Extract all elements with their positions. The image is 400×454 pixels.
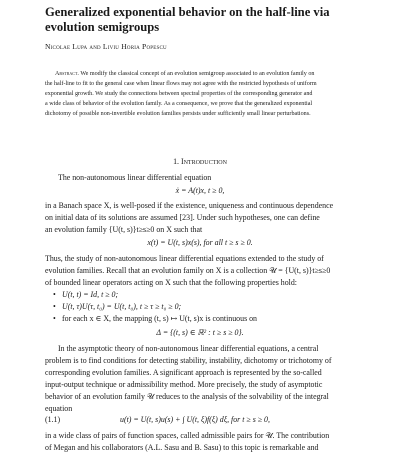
intro-paragraph-2-line-1: in a Banach space X, is well-posed if the existence, uniqueness and continuous dependence [45, 201, 334, 210]
intro-paragraph-5-line-2: of Megan and his collaborators (A.L. Sasu and B. Sasu) to this topic is remarkable and [45, 443, 319, 452]
equation-evolution-family: x(t) = U(t, s)x(s), for all t ≥ s ≥ 0. [147, 238, 253, 247]
intro-paragraph-1: The non-autonomous linear differential equation [58, 173, 212, 182]
intro-paragraph-2-line-2: on initial data of its solutions are assumed [23]. Under such hypotheses, one can define [45, 213, 320, 222]
abstract-label: Abstract. [55, 71, 79, 77]
intro-paragraph-4-line-4: input-output technique or admissibility method. More precisely, the study of asymptotic [45, 380, 323, 389]
equation-ode: ẋ = A(t)x, t ≥ 0, [175, 186, 225, 195]
abstract-line-1: We modify the classical concept of an evolution semigroup associated to an evolution family on [80, 71, 315, 77]
intro-paragraph-3-line-3: of bounded linear operators acting on X such that the following properties hold: [45, 278, 297, 287]
intro-paragraph-4-line-2: problem is to find conditions for detecting stability, instability, dichotomy or trichotomy of [45, 356, 332, 365]
property-list-item: • U(t, t) = Id, t ≥ 0; [53, 290, 119, 299]
intro-paragraph-4-line-3: corresponding evolution families. A significant approach is represented by the so-called [45, 368, 322, 377]
abstract-line-2: the half-line to fit to the general case when linear flows may not agree with the restricted hypothesis of uniform [45, 81, 317, 87]
intro-paragraph-4-line-5: behavior of an evolution family 𝒰 reduces to the analysis of the solvability of the integral [45, 392, 329, 401]
intro-paragraph-5-line-1: in a wide class of pairs of function spaces, called admissible pairs for 𝒰. The contribution [45, 431, 330, 440]
equation-domain: Δ = {(t, s) ∈ ℝ² : t ≥ s ≥ 0}. [156, 328, 244, 337]
bullet-icon: • [53, 290, 56, 299]
abstract-line-3: exponential growth. We study the connections between spectral properties of the corresponding generator and [45, 91, 313, 97]
abstract-line-4: a wide class of behavior of the evolution family. As a consequence, we prove that the generalized exponential [45, 101, 313, 107]
intro-paragraph-2-line-3: an evolution family {U(t, s)}t≥s≥0 on X such that [45, 225, 203, 234]
section-heading: 1. Introduction [173, 157, 227, 166]
authors: Nicolae Lupa and Liviu Horia Popescu [45, 42, 167, 51]
bullet-icon: • [53, 302, 56, 311]
intro-paragraph-4-line-1: In the asymptotic theory of non-autonomous linear differential equations, a central [58, 344, 319, 353]
paper-title-line-2: evolution semigroups [45, 20, 160, 34]
equation-integral: u(t) = U(t, s)u(s) + ∫ U(t, ξ)f(ξ) dξ, for t ≥ s ≥ 0, [120, 415, 270, 424]
bullet-icon: • [53, 314, 56, 323]
paper-title-line-1: Generalized exponential behavior on the half-line via [45, 5, 330, 19]
property-list-item: • for each x ∈ X, the mapping (t, s) ↦ U(t, s)x is continuous on [53, 314, 258, 323]
intro-paragraph-3-line-1: Thus, the study of non-autonomous linear differential equations extended to the study of [45, 254, 324, 263]
intro-paragraph-4-line-6: equation [45, 404, 73, 413]
property-list-item: • U(t, τ)U(τ, t₀) = U(t, t₀), t ≥ τ ≥ t₀ ≥ 0; [53, 302, 182, 311]
equation-number: (1.1) [45, 415, 61, 424]
intro-paragraph-3-line-2: evolution families. Recall that an evolution family on X is a collection 𝒰 = {U(t, s)}t≥s≥0 [45, 266, 331, 275]
abstract-line-5: dichotomy of possible non-invertible evolution families persists under sufficiently small linear perturbations. [45, 111, 311, 117]
